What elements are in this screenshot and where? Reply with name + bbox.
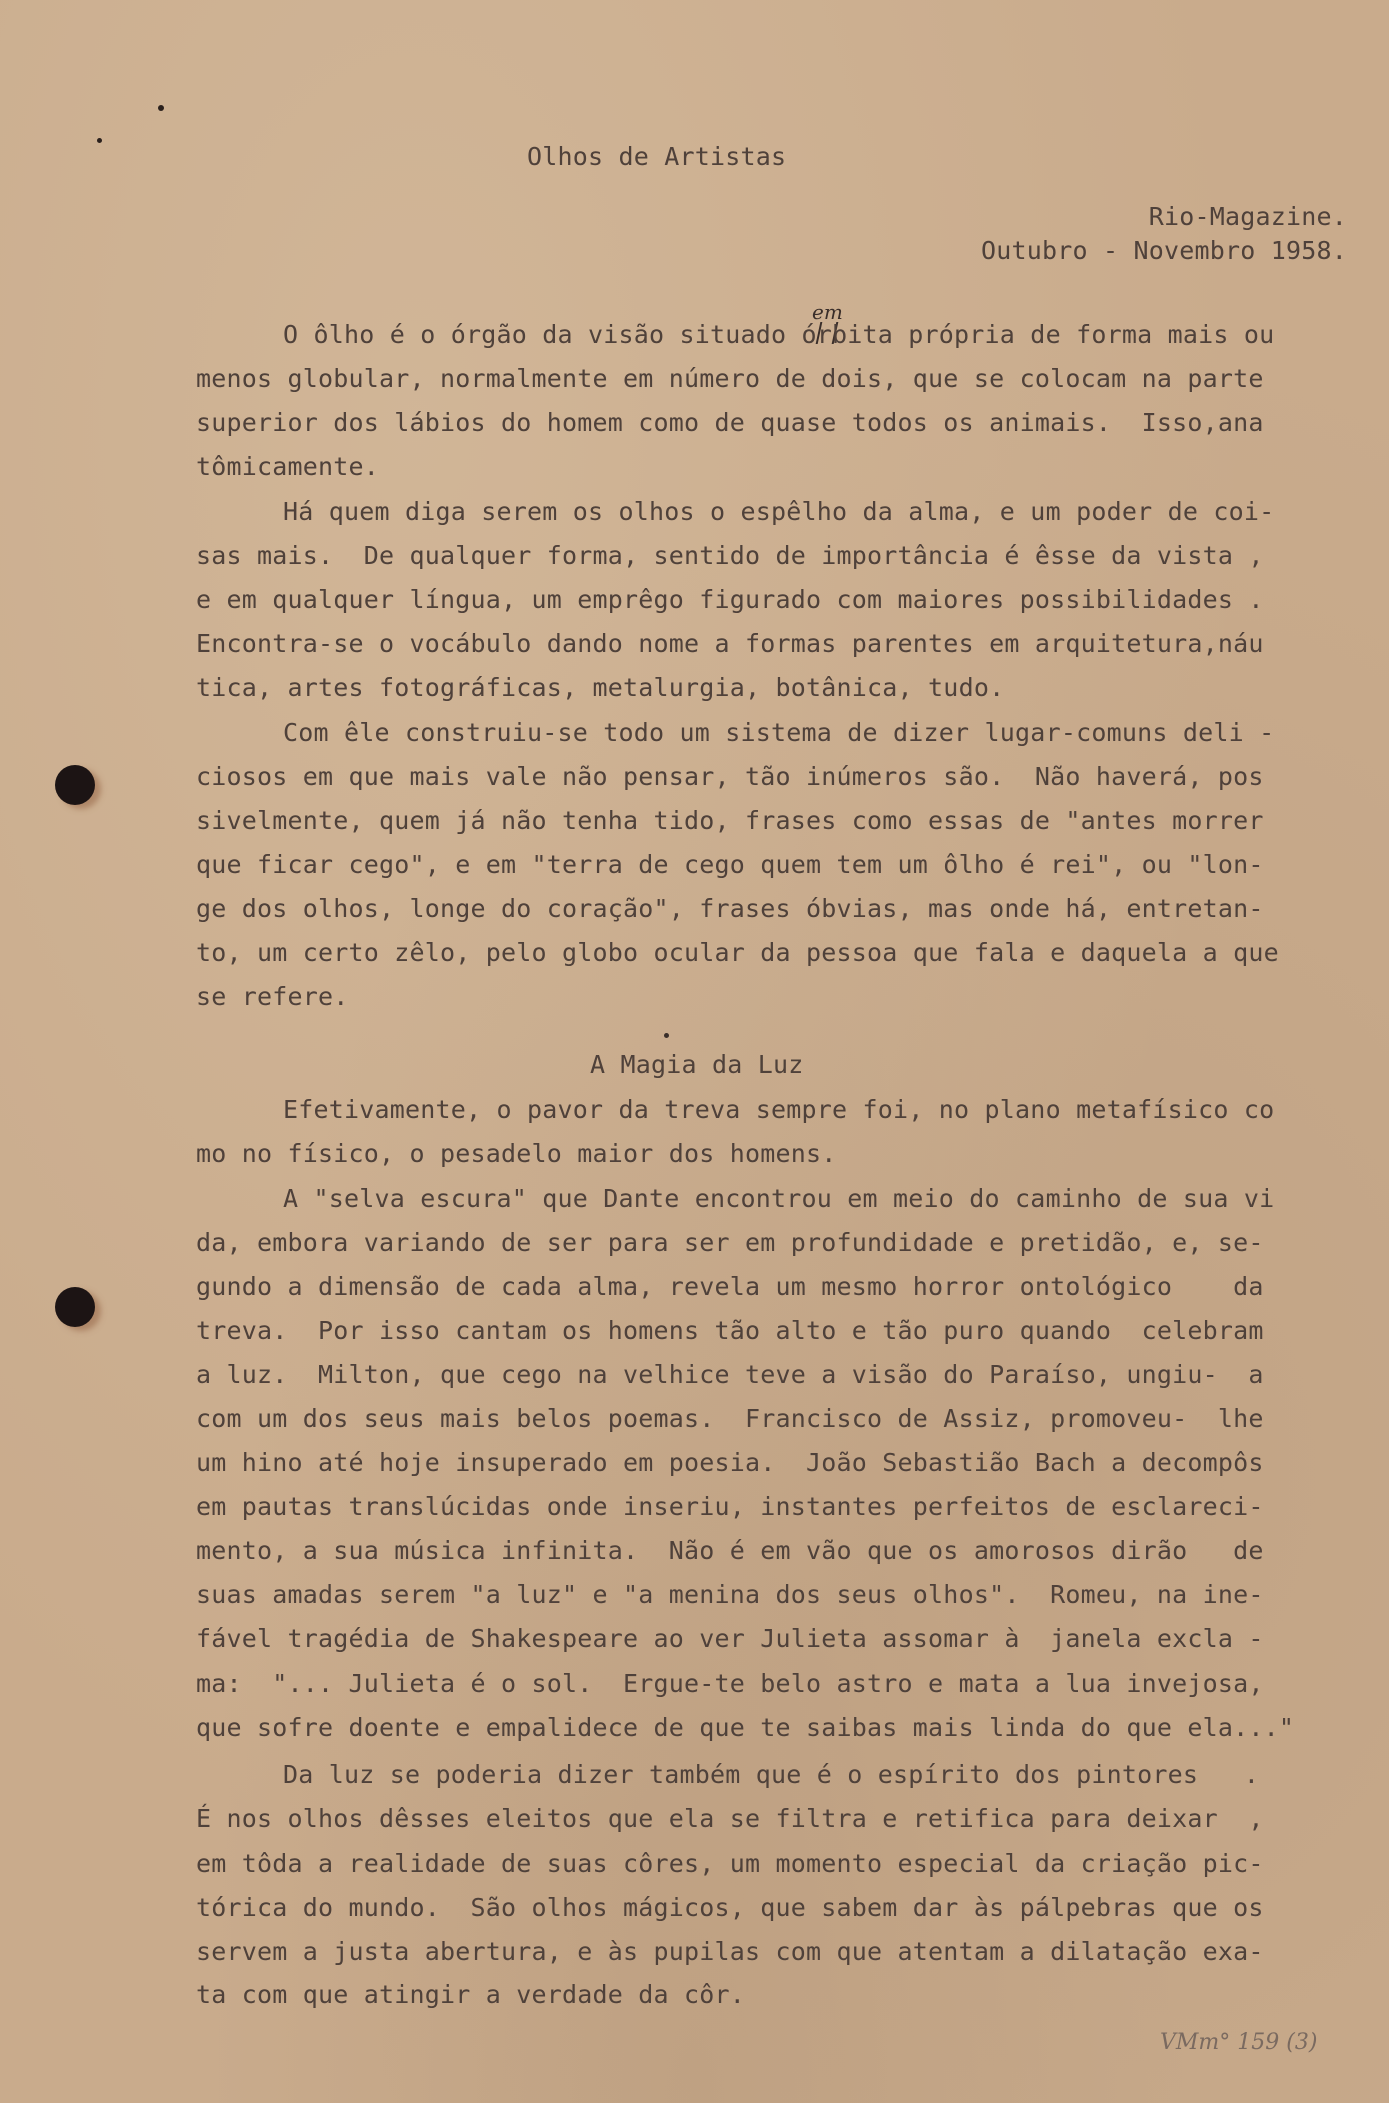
body-line: Da luz se poderia dizer também que é o espírito dos pintores . [283,1760,1260,1789]
body-line: ta com que atingir a verdade da côr. [196,1980,746,2009]
section-subheading: A Magia da Luz [590,1050,804,1079]
body-line: sas mais. De qualquer forma, sentido de importância é êsse da vista , [196,541,1264,570]
body-line: treva. Por isso cantam os homens tão alto e tão puro quando celebram [196,1316,1264,1345]
body-line: a luz. Milton, que cego na velhice teve a visão do Paraíso, ungiu- a [196,1360,1264,1389]
body-line: menos globular, normalmente em número de dois, que se colocam na parte [196,364,1264,393]
body-line: em pautas translúcidas onde inseriu, instantes perfeitos de esclareci- [196,1492,1264,1521]
body-line: É nos olhos dêsses eleitos que ela se filtra e retifica para deixar , [196,1804,1264,1833]
body-line: O ôlho é o órgão da visão situado órbita própria de forma mais ou [283,320,1275,349]
publication-name: Rio-Magazine. [1148,202,1347,231]
body-line: tômicamente. [196,452,380,481]
document-title: Olhos de Artistas [527,142,787,171]
body-line: servem a justa abertura, e às pupilas com que atentam a dilatação exa- [196,1937,1264,1966]
body-line: e em qualquer língua, um emprêgo figurado com maiores possibilidades . [196,585,1264,614]
body-line: ma: "... Julieta é o sol. Ergue-te belo astro e mata a lua invejosa, [196,1669,1264,1698]
ink-dot [664,1033,669,1038]
body-line: que ficar cego", e em "terra de cego quem tem um ôlho é rei", ou "lon- [196,850,1264,879]
body-line: Efetivamente, o pavor da treva sempre foi, no plano metafísico co [283,1095,1275,1124]
body-line: A "selva escura" que Dante encontrou em meio do caminho de sua vi [283,1184,1275,1213]
body-line: da, embora variando de ser para ser em profundidade e pretidão, e, se- [196,1228,1264,1257]
body-line: se refere. [196,982,349,1011]
handwritten-insert: em [812,300,843,324]
body-line: em tôda a realidade de suas côres, um momento especial da criação pic- [196,1849,1264,1878]
body-line: Há quem diga serem os olhos o espêlho da alma, e um poder de coi- [283,497,1275,526]
punch-hole-bottom [55,1287,95,1327]
body-line: tica, artes fotográficas, metalurgia, botânica, tudo. [196,673,1005,702]
body-line: Encontra-se o vocábulo dando nome a formas parentes em arquitetura,náu [196,629,1264,658]
body-line: to, um certo zêlo, pelo globo ocular da pessoa que fala e daquela a que [196,938,1279,967]
body-line: Com êle construiu-se todo um sistema de dizer lugar-comuns deli - [283,718,1275,747]
body-line: com um dos seus mais belos poemas. Francisco de Assiz, promoveu- lhe [196,1404,1264,1433]
body-line: sivelmente, quem já não tenha tido, frases como essas de "antes morrer [196,806,1264,835]
body-line: ciosos em que mais vale não pensar, tão inúmeros são. Não haverá, pos [196,762,1264,791]
body-line: gundo a dimensão de cada alma, revela um mesmo horror ontológico da [196,1272,1264,1301]
body-line: mo no físico, o pesadelo maior dos homens. [196,1139,837,1168]
body-line: ge dos olhos, longe do coração", frases óbvias, mas onde há, entretan- [196,894,1264,923]
body-line: tórica do mundo. São olhos mágicos, que sabem dar às pálpebras que os [196,1893,1264,1922]
body-line: que sofre doente e empalidece de que te saibas mais linda do que ela..." [196,1713,1295,1742]
body-line: um hino até hoje insuperado em poesia. João Sebastião Bach a decompôs [196,1448,1264,1477]
body-line: superior dos lábios do homem como de quase todos os animais. Isso,ana [196,408,1264,437]
pencil-archive-note: VMm° 159 (3) [1160,2030,1318,2055]
body-line: fável tragédia de Shakespeare ao ver Julieta assomar à janela excla - [196,1624,1264,1653]
ink-speck [158,105,164,111]
punch-hole-top [55,765,95,805]
ink-speck [97,138,102,143]
body-line: suas amadas serem "a luz" e "a menina dos seus olhos". Romeu, na ine- [196,1580,1264,1609]
body-line: mento, a sua música infinita. Não é em vão que os amorosos dirão de [196,1536,1264,1565]
publication-date: Outubro - Novembro 1958. [980,236,1347,265]
